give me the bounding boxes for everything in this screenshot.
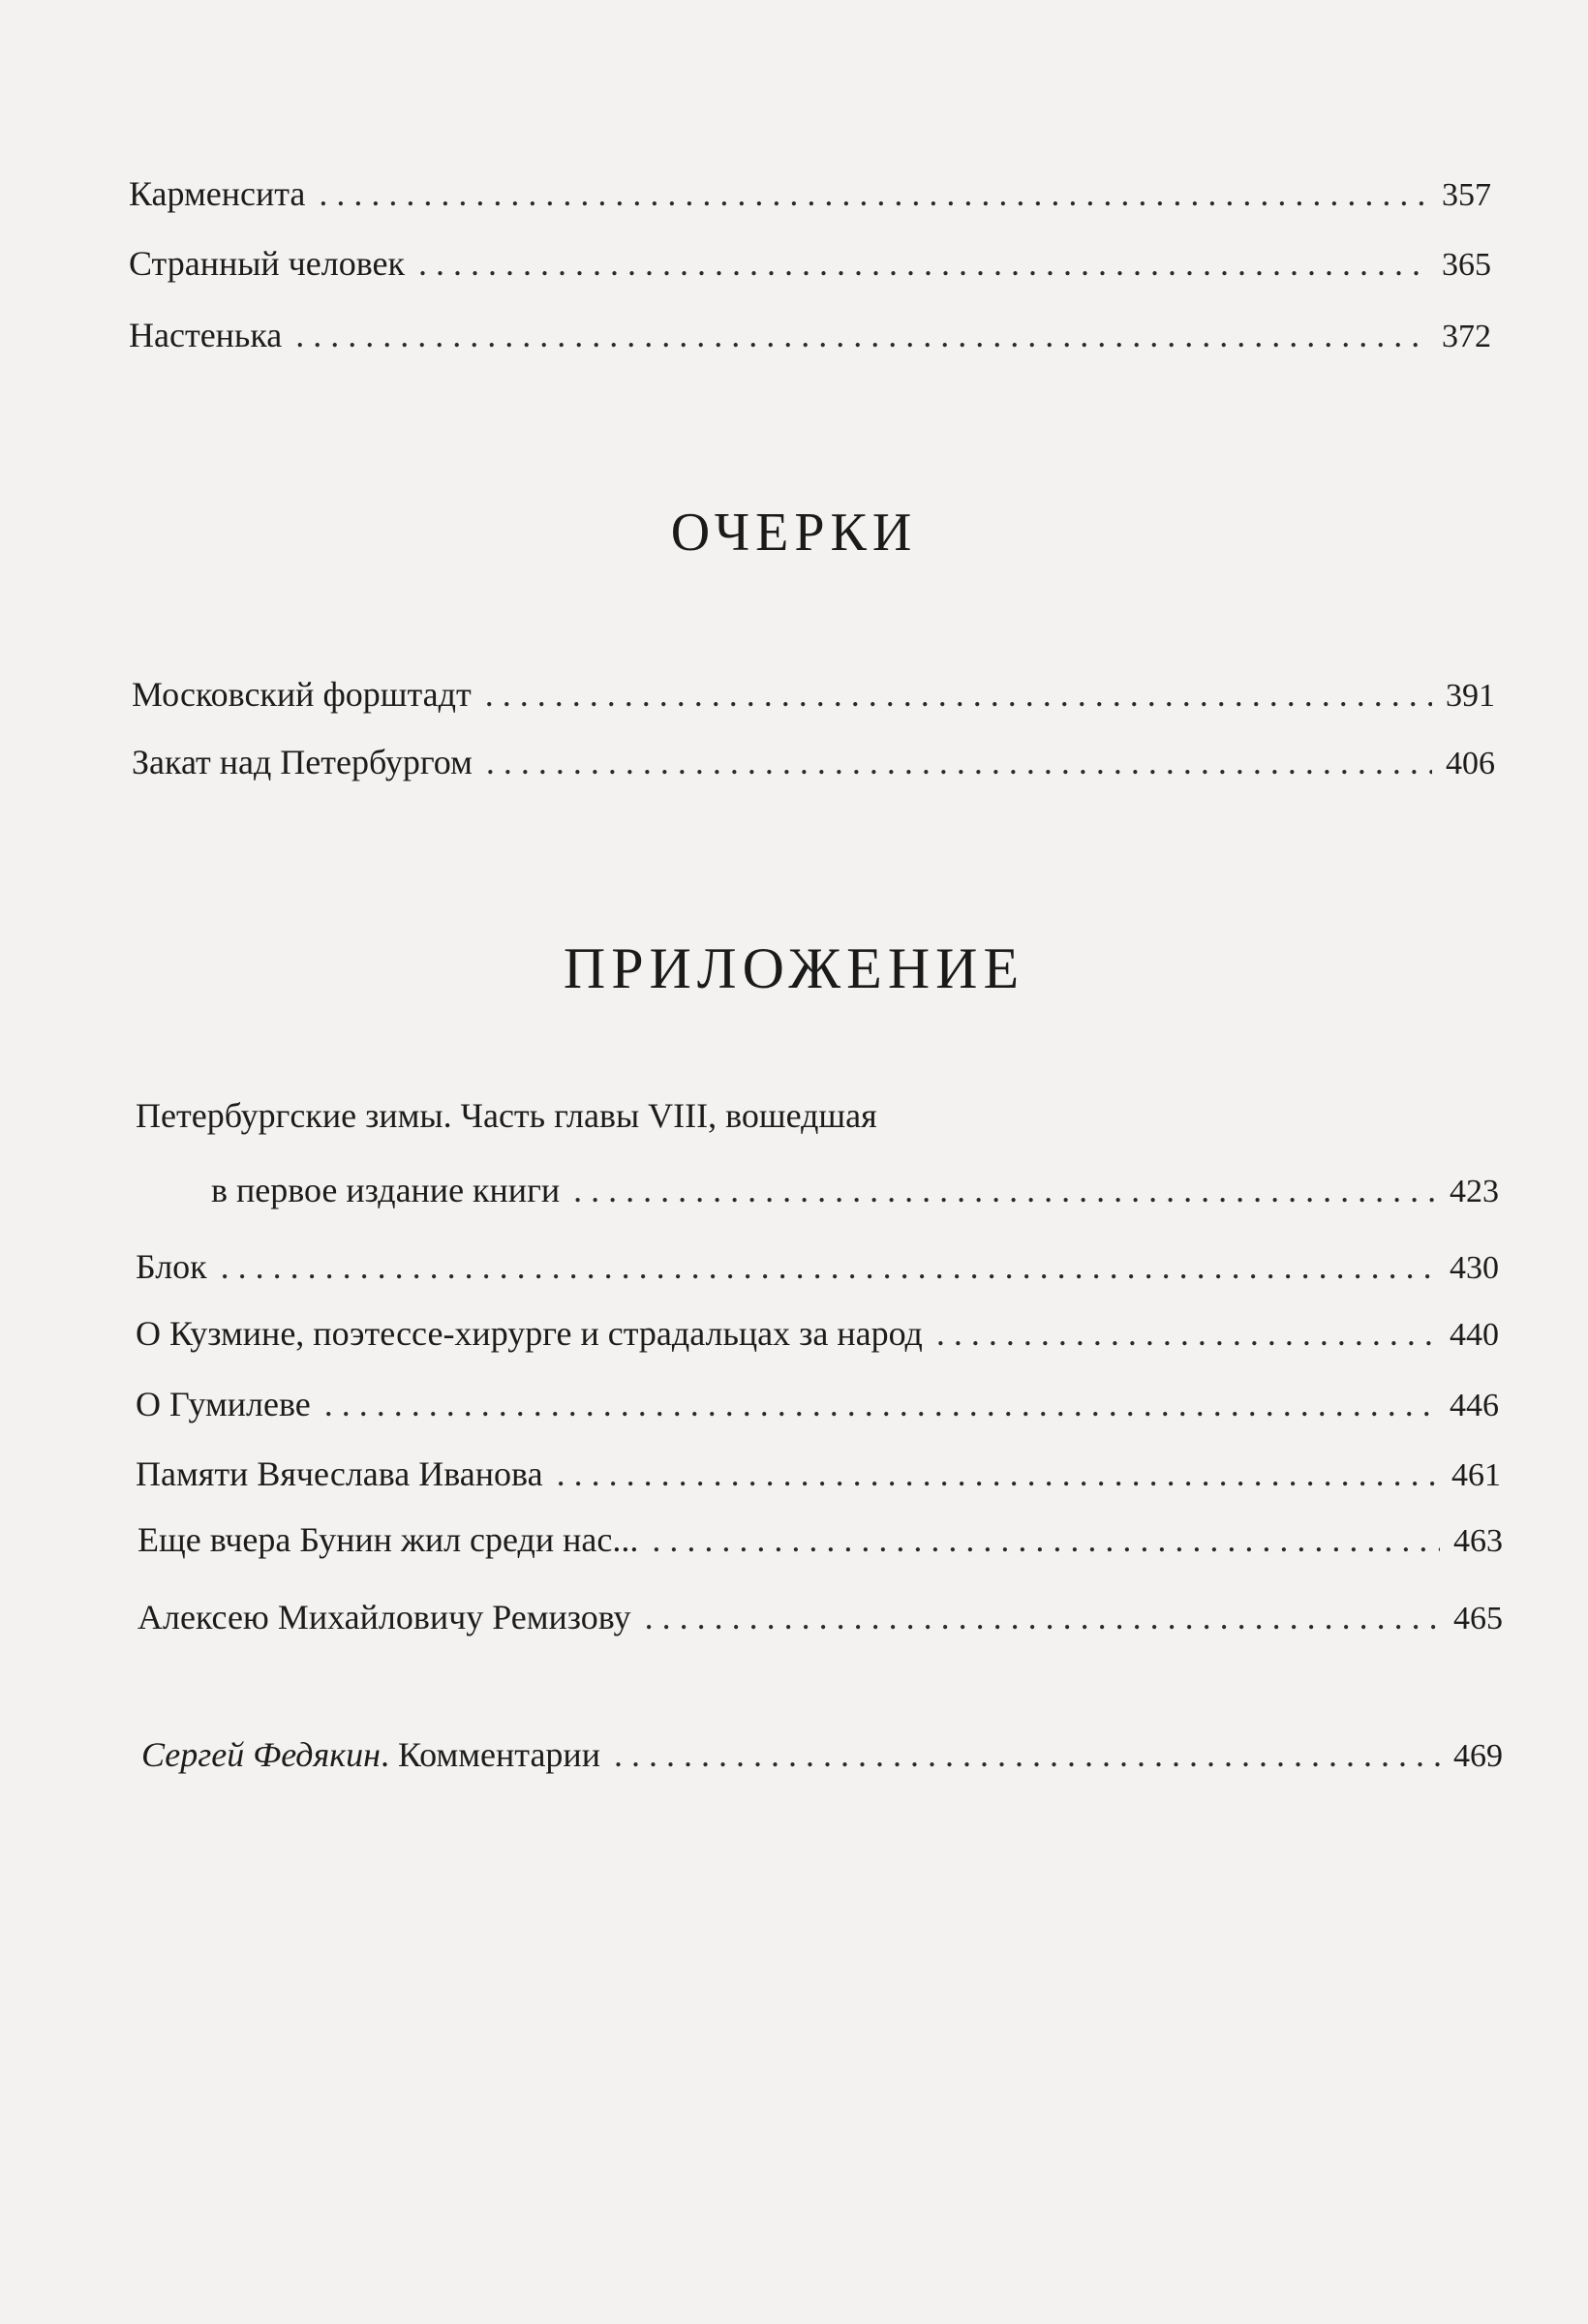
leader-dots: [295, 314, 1428, 356]
toc-entry-page: 365: [1442, 247, 1491, 283]
toc-entry-title: Памяти Вячеслава Иванова: [136, 1454, 543, 1493]
toc-entry-title: Странный человек: [129, 244, 405, 283]
toc-entry-title: Настенька: [129, 316, 283, 354]
toc-entry: [136, 1245, 1499, 1290]
toc-entry-page: 446: [1450, 1388, 1499, 1423]
toc-entry-title: Московский форштадт: [132, 675, 472, 714]
leader-dots: [221, 1245, 1436, 1288]
toc-entry: [132, 673, 1495, 718]
toc-entry: [136, 1452, 1501, 1497]
toc-entry: [129, 172, 1491, 217]
toc-entry-title-line1: Петербургские зимы. Часть главы VIII, вошедшая: [136, 1096, 877, 1135]
toc-entry-page: 465: [1453, 1601, 1503, 1636]
toc-entry-title: Еще вчера Бунин жил среди нас...: [137, 1520, 639, 1559]
toc-entry-title: Закат над Петербургом: [132, 743, 473, 781]
toc-entry-title-line2: в первое издание книги: [211, 1171, 561, 1209]
toc-entry-page: 463: [1453, 1523, 1503, 1559]
leader-dots: [936, 1312, 1436, 1355]
leader-dots: [486, 741, 1432, 783]
leader-dots: [319, 172, 1428, 215]
toc-entry: [211, 1169, 1499, 1213]
commentary-author: Сергей Федякин: [141, 1735, 381, 1774]
toc-entry-page: 406: [1446, 746, 1495, 781]
toc-entry-title: Карменсита: [129, 174, 306, 213]
toc-entry: [129, 242, 1491, 287]
toc-entry-title: О Кузмине, поэтессе-хирурге и страдальцах за народ: [136, 1314, 923, 1353]
commentary-title: . Комментарии: [380, 1735, 600, 1774]
toc-entry-page: 440: [1450, 1317, 1499, 1353]
toc-entry-page: 372: [1442, 319, 1491, 354]
toc-entry-title: [141, 1733, 600, 1776]
toc-entry-page: 469: [1453, 1738, 1503, 1774]
leader-dots: [614, 1733, 1440, 1776]
leader-dots: [645, 1596, 1440, 1638]
toc-entry: [136, 1312, 1499, 1357]
toc-entry-page: 391: [1446, 678, 1495, 714]
leader-dots: [485, 673, 1432, 716]
leader-dots: [573, 1169, 1436, 1211]
toc-entry-page: 357: [1442, 177, 1491, 213]
toc-entry-page: 430: [1450, 1250, 1499, 1286]
toc-entry-title: Блок: [136, 1247, 207, 1286]
toc-entry: [137, 1518, 1503, 1563]
leader-dots: [652, 1518, 1440, 1561]
toc-entry: [137, 1596, 1503, 1640]
toc-entry-title: О Гумилеве: [136, 1385, 311, 1423]
toc-entry: [136, 1383, 1499, 1427]
toc-entry: [132, 741, 1495, 785]
toc-entry-title: Алексею Михайловичу Ремизову: [137, 1598, 631, 1636]
leader-dots: [418, 242, 1428, 285]
leader-dots: [324, 1383, 1436, 1425]
section-heading-essays: ОЧЕРКИ: [670, 503, 918, 563]
toc-entry: [129, 314, 1491, 358]
leader-dots: [557, 1452, 1438, 1495]
toc-entry-page: 423: [1450, 1174, 1499, 1209]
toc-entry-page: 461: [1451, 1457, 1501, 1493]
section-heading-appendix: ПРИЛОЖЕНИЕ: [563, 936, 1025, 1000]
toc-entry-commentary: [141, 1733, 1503, 1778]
